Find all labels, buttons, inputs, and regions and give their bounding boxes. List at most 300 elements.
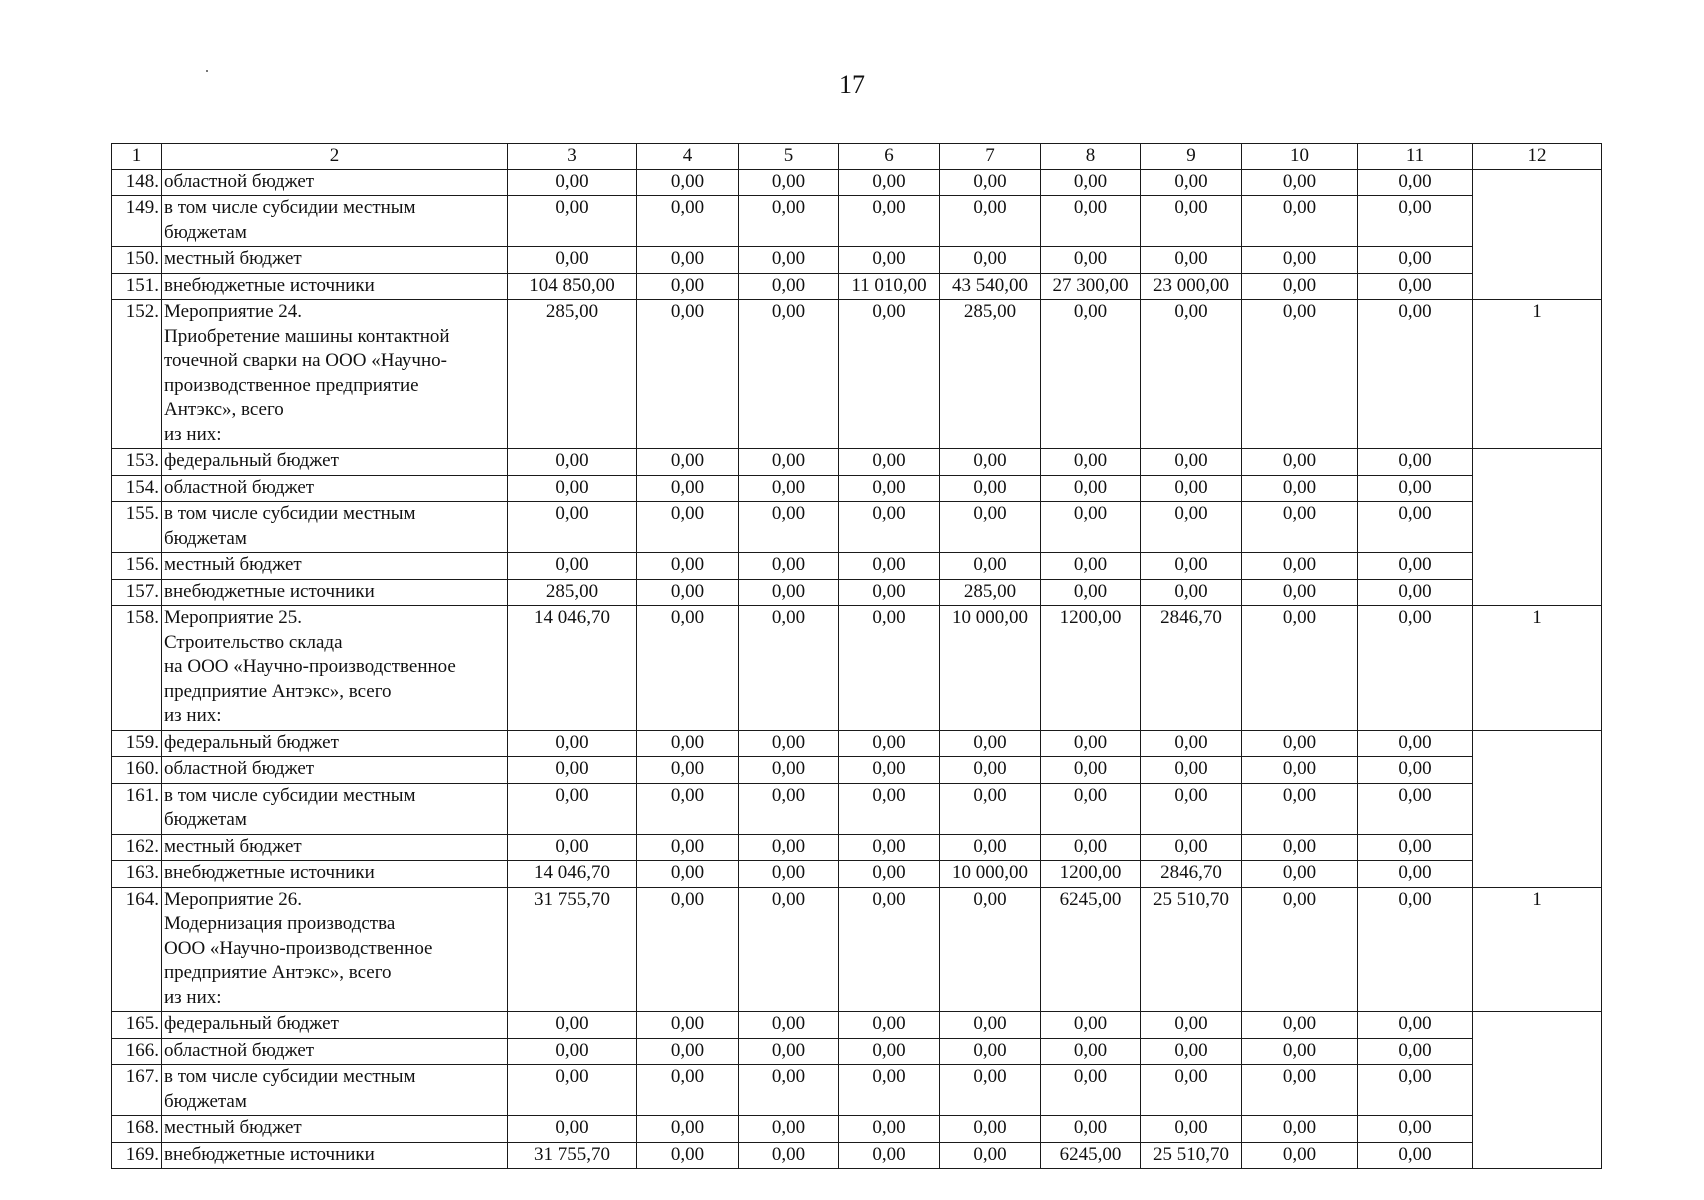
column-header-1: 1 — [112, 144, 162, 170]
column-header-2: 2 — [162, 144, 508, 170]
table-row — [112, 783, 1602, 834]
cell-col-9: 0,00 — [1141, 300, 1242, 449]
table-row — [112, 1065, 1602, 1116]
cell-col-11: 0,00 — [1358, 1012, 1473, 1039]
cell-col-9: 0,00 — [1141, 1116, 1242, 1143]
row-number: 156. — [112, 553, 162, 580]
row-number: 169. — [112, 1142, 162, 1169]
cell-col-8: 0,00 — [1041, 1065, 1141, 1116]
table-row — [112, 553, 1602, 580]
column-header-5: 5 — [739, 144, 839, 170]
cell-col-4: 0,00 — [637, 579, 739, 606]
cell-col-7: 285,00 — [940, 579, 1041, 606]
cell-col-5: 0,00 — [739, 502, 839, 553]
cell-col-3: 14 046,70 — [508, 861, 637, 888]
cell-col-3: 0,00 — [508, 834, 637, 861]
cell-col-6: 0,00 — [839, 300, 940, 449]
cell-col-10: 0,00 — [1242, 449, 1358, 476]
column-header-11: 11 — [1358, 144, 1473, 170]
cell-col-8: 0,00 — [1041, 247, 1141, 274]
cell-col-7: 0,00 — [940, 169, 1041, 196]
column-header-8: 8 — [1041, 144, 1141, 170]
table-row — [112, 579, 1602, 606]
cell-col-10: 0,00 — [1242, 1116, 1358, 1143]
cell-col-3: 0,00 — [508, 553, 637, 580]
cell-col-12 — [1473, 247, 1602, 274]
cell-col-3: 0,00 — [508, 1012, 637, 1039]
cell-col-10: 0,00 — [1242, 475, 1358, 502]
cell-col-9: 0,00 — [1141, 730, 1242, 757]
row-number: 167. — [112, 1065, 162, 1116]
cell-col-9: 0,00 — [1141, 757, 1242, 784]
cell-col-6: 0,00 — [839, 247, 940, 274]
row-name: внебюджетные источники — [162, 1142, 508, 1169]
cell-col-8: 0,00 — [1041, 1012, 1141, 1039]
cell-col-4: 0,00 — [637, 887, 739, 1012]
column-header-7: 7 — [940, 144, 1041, 170]
cell-col-6: 0,00 — [839, 1116, 940, 1143]
cell-col-11: 0,00 — [1358, 300, 1473, 449]
column-header-6: 6 — [839, 144, 940, 170]
cell-col-12: 1 — [1473, 606, 1602, 731]
cell-col-5: 0,00 — [739, 579, 839, 606]
row-name: в том числе субсидии местным бюджетам — [162, 196, 508, 247]
cell-col-5: 0,00 — [739, 449, 839, 476]
cell-col-10: 0,00 — [1242, 730, 1358, 757]
table-row — [112, 449, 1602, 476]
cell-col-10: 0,00 — [1242, 1012, 1358, 1039]
cell-col-6: 0,00 — [839, 196, 940, 247]
cell-col-7: 0,00 — [940, 553, 1041, 580]
row-name: в том числе субсидии местным бюджетам — [162, 783, 508, 834]
cell-col-6: 0,00 — [839, 606, 940, 731]
cell-col-7: 0,00 — [940, 757, 1041, 784]
cell-col-3: 0,00 — [508, 196, 637, 247]
cell-col-6: 0,00 — [839, 1142, 940, 1169]
row-name: областной бюджет — [162, 475, 508, 502]
cell-col-12 — [1473, 579, 1602, 606]
cell-col-8: 0,00 — [1041, 783, 1141, 834]
cell-col-12 — [1473, 834, 1602, 861]
cell-col-9: 0,00 — [1141, 475, 1242, 502]
cell-col-7: 43 540,00 — [940, 273, 1041, 300]
cell-col-8: 0,00 — [1041, 300, 1141, 449]
cell-col-7: 0,00 — [940, 1116, 1041, 1143]
cell-col-6: 0,00 — [839, 887, 940, 1012]
cell-col-10: 0,00 — [1242, 1038, 1358, 1065]
row-name: областной бюджет — [162, 169, 508, 196]
cell-col-8: 6245,00 — [1041, 1142, 1141, 1169]
cell-col-9: 25 510,70 — [1141, 887, 1242, 1012]
cell-col-4: 0,00 — [637, 1116, 739, 1143]
cell-col-11: 0,00 — [1358, 553, 1473, 580]
cell-col-4: 0,00 — [637, 475, 739, 502]
cell-col-4: 0,00 — [637, 273, 739, 300]
cell-col-7: 10 000,00 — [940, 606, 1041, 731]
cell-col-7: 0,00 — [940, 783, 1041, 834]
cell-col-4: 0,00 — [637, 247, 739, 274]
row-number: 148. — [112, 169, 162, 196]
cell-col-4: 0,00 — [637, 300, 739, 449]
row-name: в том числе субсидии местным бюджетам — [162, 502, 508, 553]
row-name: Мероприятие 24. Приобретение машины контактной точечной сварки на ООО «Научно- производственное предприятие Антэкс», всего из них: — [162, 300, 508, 449]
cell-col-12 — [1473, 757, 1602, 784]
cell-col-4: 0,00 — [637, 196, 739, 247]
row-number: 166. — [112, 1038, 162, 1065]
row-number: 149. — [112, 196, 162, 247]
cell-col-5: 0,00 — [739, 834, 839, 861]
cell-col-9: 23 000,00 — [1141, 273, 1242, 300]
cell-col-7: 0,00 — [940, 1038, 1041, 1065]
cell-col-8: 1200,00 — [1041, 861, 1141, 888]
cell-col-7: 285,00 — [940, 300, 1041, 449]
table-row — [112, 300, 1602, 449]
cell-col-10: 0,00 — [1242, 247, 1358, 274]
table-row — [112, 502, 1602, 553]
cell-col-8: 6245,00 — [1041, 887, 1141, 1012]
cell-col-4: 0,00 — [637, 502, 739, 553]
row-name: федеральный бюджет — [162, 1012, 508, 1039]
row-name: внебюджетные источники — [162, 579, 508, 606]
row-number: 163. — [112, 861, 162, 888]
cell-col-12 — [1473, 502, 1602, 553]
cell-col-11: 0,00 — [1358, 887, 1473, 1012]
row-name: местный бюджет — [162, 834, 508, 861]
cell-col-8: 0,00 — [1041, 1038, 1141, 1065]
cell-col-3: 0,00 — [508, 730, 637, 757]
cell-col-12 — [1473, 1116, 1602, 1143]
cell-col-9: 0,00 — [1141, 834, 1242, 861]
cell-col-5: 0,00 — [739, 300, 839, 449]
cell-col-6: 0,00 — [839, 502, 940, 553]
table-row — [112, 834, 1602, 861]
cell-col-11: 0,00 — [1358, 1142, 1473, 1169]
row-name: местный бюджет — [162, 1116, 508, 1143]
cell-col-3: 0,00 — [508, 757, 637, 784]
cell-col-5: 0,00 — [739, 606, 839, 731]
cell-col-6: 0,00 — [839, 579, 940, 606]
cell-col-12 — [1473, 1142, 1602, 1169]
cell-col-4: 0,00 — [637, 606, 739, 731]
table-row — [112, 887, 1602, 1012]
cell-col-3: 0,00 — [508, 475, 637, 502]
cell-col-4: 0,00 — [637, 861, 739, 888]
cell-col-7: 10 000,00 — [940, 861, 1041, 888]
cell-col-4: 0,00 — [637, 1142, 739, 1169]
cell-col-5: 0,00 — [739, 1038, 839, 1065]
row-number: 161. — [112, 783, 162, 834]
cell-col-8: 0,00 — [1041, 502, 1141, 553]
cell-col-7: 0,00 — [940, 1012, 1041, 1039]
cell-col-7: 0,00 — [940, 1065, 1041, 1116]
cell-col-5: 0,00 — [739, 861, 839, 888]
cell-col-12 — [1473, 730, 1602, 757]
cell-col-9: 2846,70 — [1141, 606, 1242, 731]
row-number: 151. — [112, 273, 162, 300]
cell-col-3: 0,00 — [508, 783, 637, 834]
cell-col-6: 11 010,00 — [839, 273, 940, 300]
cell-col-9: 0,00 — [1141, 196, 1242, 247]
cell-col-3: 285,00 — [508, 579, 637, 606]
cell-col-9: 0,00 — [1141, 783, 1242, 834]
cell-col-8: 0,00 — [1041, 579, 1141, 606]
cell-col-9: 0,00 — [1141, 1012, 1242, 1039]
row-name: Мероприятие 25. Строительство склада на ООО «Научно-производственное предприятие Антэкс», всего из них: — [162, 606, 508, 731]
cell-col-11: 0,00 — [1358, 273, 1473, 300]
cell-col-9: 0,00 — [1141, 1038, 1242, 1065]
table-row — [112, 273, 1602, 300]
cell-col-8: 0,00 — [1041, 196, 1141, 247]
cell-col-11: 0,00 — [1358, 1038, 1473, 1065]
cell-col-11: 0,00 — [1358, 579, 1473, 606]
cell-col-4: 0,00 — [637, 449, 739, 476]
page-number: 17 — [839, 70, 865, 99]
table-row — [112, 861, 1602, 888]
row-number: 150. — [112, 247, 162, 274]
cell-col-4: 0,00 — [637, 730, 739, 757]
cell-col-6: 0,00 — [839, 783, 940, 834]
cell-col-8: 0,00 — [1041, 169, 1141, 196]
cell-col-12 — [1473, 449, 1602, 476]
cell-col-10: 0,00 — [1242, 553, 1358, 580]
cell-col-5: 0,00 — [739, 887, 839, 1012]
row-name: внебюджетные источники — [162, 273, 508, 300]
cell-col-12: 1 — [1473, 300, 1602, 449]
cell-col-11: 0,00 — [1358, 834, 1473, 861]
cell-col-3: 0,00 — [508, 1116, 637, 1143]
row-name: в том числе субсидии местным бюджетам — [162, 1065, 508, 1116]
cell-col-5: 0,00 — [739, 730, 839, 757]
table-row — [112, 757, 1602, 784]
cell-col-5: 0,00 — [739, 1142, 839, 1169]
cell-col-4: 0,00 — [637, 757, 739, 784]
row-number: 152. — [112, 300, 162, 449]
cell-col-5: 0,00 — [739, 247, 839, 274]
row-number: 162. — [112, 834, 162, 861]
table-row — [112, 1012, 1602, 1039]
cell-col-3: 0,00 — [508, 1038, 637, 1065]
cell-col-6: 0,00 — [839, 553, 940, 580]
row-name: местный бюджет — [162, 553, 508, 580]
cell-col-10: 0,00 — [1242, 783, 1358, 834]
table-body — [112, 144, 1602, 1169]
cell-col-11: 0,00 — [1358, 196, 1473, 247]
row-number: 160. — [112, 757, 162, 784]
cell-col-5: 0,00 — [739, 1116, 839, 1143]
cell-col-4: 0,00 — [637, 1065, 739, 1116]
cell-col-3: 31 755,70 — [508, 887, 637, 1012]
cell-col-4: 0,00 — [637, 553, 739, 580]
cell-col-5: 0,00 — [739, 1065, 839, 1116]
cell-col-3: 0,00 — [508, 1065, 637, 1116]
row-number: 153. — [112, 449, 162, 476]
cell-col-6: 0,00 — [839, 1038, 940, 1065]
cell-col-12 — [1473, 1038, 1602, 1065]
row-number: 159. — [112, 730, 162, 757]
cell-col-8: 0,00 — [1041, 730, 1141, 757]
row-name: федеральный бюджет — [162, 449, 508, 476]
cell-col-11: 0,00 — [1358, 1065, 1473, 1116]
cell-col-7: 0,00 — [940, 834, 1041, 861]
cell-col-9: 0,00 — [1141, 169, 1242, 196]
cell-col-10: 0,00 — [1242, 300, 1358, 449]
cell-col-8: 27 300,00 — [1041, 273, 1141, 300]
cell-col-11: 0,00 — [1358, 502, 1473, 553]
cell-col-8: 1200,00 — [1041, 606, 1141, 731]
cell-col-7: 0,00 — [940, 247, 1041, 274]
cell-col-9: 0,00 — [1141, 553, 1242, 580]
cell-col-3: 285,00 — [508, 300, 637, 449]
cell-col-9: 25 510,70 — [1141, 1142, 1242, 1169]
row-name: областной бюджет — [162, 1038, 508, 1065]
row-number: 154. — [112, 475, 162, 502]
cell-col-10: 0,00 — [1242, 861, 1358, 888]
cell-col-5: 0,00 — [739, 196, 839, 247]
cell-col-11: 0,00 — [1358, 861, 1473, 888]
cell-col-4: 0,00 — [637, 783, 739, 834]
cell-col-7: 0,00 — [940, 887, 1041, 1012]
cell-col-7: 0,00 — [940, 196, 1041, 247]
row-number: 164. — [112, 887, 162, 1012]
cell-col-11: 0,00 — [1358, 730, 1473, 757]
row-name: областной бюджет — [162, 757, 508, 784]
cell-col-3: 0,00 — [508, 502, 637, 553]
cell-col-8: 0,00 — [1041, 449, 1141, 476]
cell-col-10: 0,00 — [1242, 887, 1358, 1012]
cell-col-3: 104 850,00 — [508, 273, 637, 300]
cell-col-10: 0,00 — [1242, 1142, 1358, 1169]
cell-col-10: 0,00 — [1242, 273, 1358, 300]
cell-col-11: 0,00 — [1358, 475, 1473, 502]
cell-col-6: 0,00 — [839, 834, 940, 861]
table-row — [112, 247, 1602, 274]
cell-col-5: 0,00 — [739, 273, 839, 300]
cell-col-11: 0,00 — [1358, 247, 1473, 274]
cell-col-11: 0,00 — [1358, 757, 1473, 784]
cell-col-11: 0,00 — [1358, 1116, 1473, 1143]
cell-col-12 — [1473, 553, 1602, 580]
cell-col-12 — [1473, 861, 1602, 888]
cell-col-6: 0,00 — [839, 730, 940, 757]
row-name: Мероприятие 26. Модернизация производства ООО «Научно-производственное предприятие Антэкс», всего из них: — [162, 887, 508, 1012]
cell-col-6: 0,00 — [839, 757, 940, 784]
row-name: местный бюджет — [162, 247, 508, 274]
cell-col-10: 0,00 — [1242, 606, 1358, 731]
cell-col-9: 2846,70 — [1141, 861, 1242, 888]
cell-col-6: 0,00 — [839, 1065, 940, 1116]
cell-col-11: 0,00 — [1358, 783, 1473, 834]
cell-col-8: 0,00 — [1041, 553, 1141, 580]
budget-table — [111, 143, 1602, 1169]
cell-col-7: 0,00 — [940, 502, 1041, 553]
cell-col-4: 0,00 — [637, 1038, 739, 1065]
cell-col-4: 0,00 — [637, 1012, 739, 1039]
cell-col-6: 0,00 — [839, 1012, 940, 1039]
column-header-10: 10 — [1242, 144, 1358, 170]
cell-col-12 — [1473, 196, 1602, 247]
cell-col-8: 0,00 — [1041, 475, 1141, 502]
cell-col-5: 0,00 — [739, 475, 839, 502]
cell-col-4: 0,00 — [637, 169, 739, 196]
cell-col-7: 0,00 — [940, 730, 1041, 757]
cell-col-10: 0,00 — [1242, 1065, 1358, 1116]
cell-col-3: 0,00 — [508, 449, 637, 476]
table-row — [112, 1038, 1602, 1065]
cell-col-5: 0,00 — [739, 1012, 839, 1039]
table-row — [112, 1116, 1602, 1143]
cell-col-12: 1 — [1473, 887, 1602, 1012]
cell-col-9: 0,00 — [1141, 1065, 1242, 1116]
cell-col-7: 0,00 — [940, 475, 1041, 502]
cell-col-7: 0,00 — [940, 449, 1041, 476]
cell-col-12 — [1473, 1012, 1602, 1039]
column-header-9: 9 — [1141, 144, 1242, 170]
row-name: внебюджетные источники — [162, 861, 508, 888]
row-number: 168. — [112, 1116, 162, 1143]
table-row — [112, 730, 1602, 757]
cell-col-8: 0,00 — [1041, 834, 1141, 861]
table-row — [112, 475, 1602, 502]
cell-col-5: 0,00 — [739, 169, 839, 196]
cell-col-12 — [1473, 783, 1602, 834]
cell-col-3: 0,00 — [508, 169, 637, 196]
table-row — [112, 196, 1602, 247]
cell-col-9: 0,00 — [1141, 502, 1242, 553]
row-name: федеральный бюджет — [162, 730, 508, 757]
row-number: 155. — [112, 502, 162, 553]
cell-col-10: 0,00 — [1242, 196, 1358, 247]
cell-col-5: 0,00 — [739, 783, 839, 834]
cell-col-8: 0,00 — [1041, 757, 1141, 784]
row-number: 157. — [112, 579, 162, 606]
cell-col-6: 0,00 — [839, 449, 940, 476]
column-header-12: 12 — [1473, 144, 1602, 170]
cell-col-9: 0,00 — [1141, 247, 1242, 274]
cell-col-10: 0,00 — [1242, 834, 1358, 861]
cell-col-10: 0,00 — [1242, 757, 1358, 784]
cell-col-12 — [1473, 169, 1602, 196]
cell-col-9: 0,00 — [1141, 449, 1242, 476]
row-number: 165. — [112, 1012, 162, 1039]
column-header-4: 4 — [637, 144, 739, 170]
table-row — [112, 606, 1602, 731]
cell-col-10: 0,00 — [1242, 169, 1358, 196]
cell-col-10: 0,00 — [1242, 579, 1358, 606]
cell-col-3: 31 755,70 — [508, 1142, 637, 1169]
cell-col-11: 0,00 — [1358, 606, 1473, 731]
cell-col-4: 0,00 — [637, 834, 739, 861]
cell-col-9: 0,00 — [1141, 579, 1242, 606]
cell-col-12 — [1473, 475, 1602, 502]
cell-col-11: 0,00 — [1358, 169, 1473, 196]
cell-col-5: 0,00 — [739, 553, 839, 580]
cell-col-12 — [1473, 273, 1602, 300]
cell-col-11: 0,00 — [1358, 449, 1473, 476]
table-row — [112, 1142, 1602, 1169]
cell-col-3: 0,00 — [508, 247, 637, 274]
cell-col-7: 0,00 — [940, 1142, 1041, 1169]
cell-col-10: 0,00 — [1242, 502, 1358, 553]
cell-col-6: 0,00 — [839, 169, 940, 196]
column-header-row — [112, 144, 1602, 170]
cell-col-5: 0,00 — [739, 757, 839, 784]
cell-col-12 — [1473, 1065, 1602, 1116]
row-number: 158. — [112, 606, 162, 731]
column-header-3: 3 — [508, 144, 637, 170]
table-row — [112, 169, 1602, 196]
cell-col-8: 0,00 — [1041, 1116, 1141, 1143]
cell-col-6: 0,00 — [839, 861, 940, 888]
